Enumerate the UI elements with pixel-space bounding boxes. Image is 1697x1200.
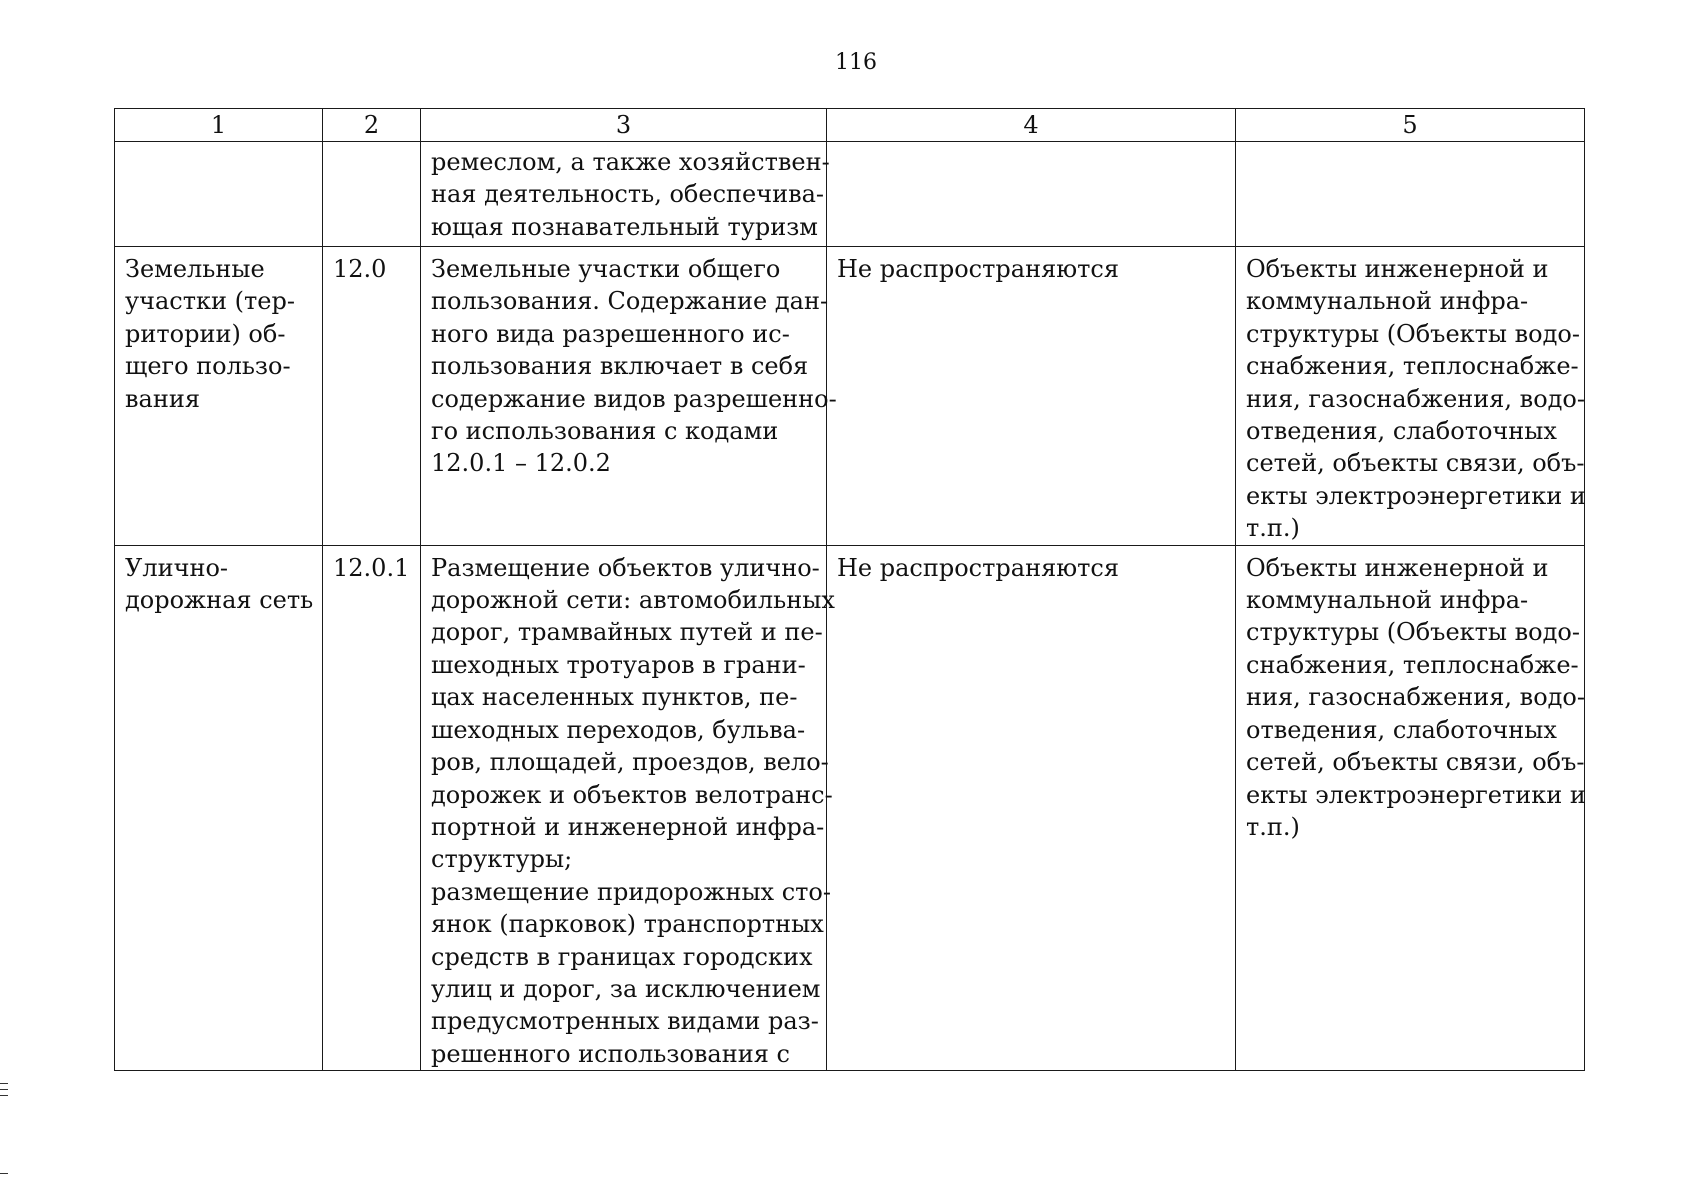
cell-text-line: средств в границах городских	[431, 942, 813, 971]
cell-text-line: дорожная сеть	[125, 586, 314, 615]
cell-text-line: сетей, объекты связи, объ-	[1246, 449, 1585, 478]
cell-text-line: ная деятельность, обеспечива-	[431, 180, 825, 209]
cell-text-line: ритории) об-	[125, 319, 286, 348]
cell-text-line: ров, площадей, проездов, вело-	[431, 748, 829, 777]
table-cell-restrictions	[827, 545, 1236, 1071]
cell-text-line: Улично-	[125, 553, 229, 582]
cell-text-line: отведения, слаботочных	[1246, 715, 1557, 744]
cell-text-line: щего пользо-	[125, 352, 291, 381]
cell-text-line: т.п.)	[1246, 514, 1300, 543]
cell-text-line: пользования включает в себя	[431, 352, 809, 381]
cell-text-line: решенного использования с	[431, 1039, 790, 1068]
cell-text-line: размещение придорожных сто-	[431, 877, 831, 906]
cell-text-line: дорожной сети: автомобильных	[431, 586, 835, 615]
cell-text-line: Объекты инженерной и	[1246, 553, 1549, 582]
cell-text-line: Земельные участки общего	[431, 255, 781, 283]
table-cell-description	[421, 142, 830, 247]
cell-text-line: улиц и дорог, за исключением	[431, 974, 821, 1003]
margin-mark	[0, 1173, 8, 1174]
column-header: 5	[1236, 109, 1585, 142]
cell-text-line: ремеслом, а также хозяйствен-	[431, 148, 830, 176]
cell-text-line: янок (парковок) транспортных	[431, 910, 824, 939]
cell-text-line: ного вида разрешенного ис-	[431, 319, 790, 348]
table-cell-description	[421, 247, 837, 546]
table-cell-code	[323, 545, 421, 1071]
table-cell-code	[323, 247, 421, 546]
table-header-row	[115, 109, 1585, 142]
table-cell-code	[323, 142, 421, 247]
cell-text-line: шеходных переходов, бульва-	[431, 715, 806, 744]
cell-text-line: ния, газоснабжения, водо-	[1246, 683, 1585, 712]
cell-text-line: сетей, объекты связи, объ-	[1246, 748, 1585, 777]
margin-mark	[0, 1089, 8, 1090]
table-row	[115, 545, 1585, 1071]
column-header: 1	[115, 109, 323, 142]
cell-text-line: ющая познавательный туризм	[431, 212, 818, 241]
table-cell-name	[115, 247, 323, 546]
cell-text-line: 12.0	[333, 255, 387, 283]
cell-text-line: шеходных тротуаров в грани-	[431, 650, 806, 679]
table-row	[115, 142, 1585, 247]
cell-text-line: цах населенных пунктов, пе-	[431, 683, 798, 712]
margin-mark	[0, 1095, 8, 1096]
cell-text-line: предусмотренных видами раз-	[431, 1007, 819, 1036]
cell-text-line: екты электроэнергетики и	[1246, 780, 1586, 809]
cell-text-line: коммунальной инфра-	[1246, 287, 1529, 316]
cell-text-line: дорог, трамвайных путей и пе-	[431, 618, 823, 647]
cell-text-line: го использования с кодами	[431, 417, 779, 446]
cell-text-line: дорожек и объектов велотранс-	[431, 780, 833, 809]
cell-text-line: снабжения, теплоснабже-	[1246, 650, 1579, 679]
cell-text-line: Объекты инженерной и	[1246, 255, 1549, 283]
table-cell-description	[421, 545, 835, 1071]
cell-text-line: Земельные	[125, 255, 265, 283]
cell-text-line: екты электроэнергетики и	[1246, 481, 1586, 510]
table-cell-name	[115, 545, 323, 1071]
cell-text-line: содержание видов разрешенно-	[431, 384, 837, 413]
cell-text-line: Размещение объектов улично-	[431, 553, 820, 582]
cell-text-line: структуры;	[431, 845, 573, 874]
column-header: 2	[323, 109, 421, 142]
cell-text-line: пользования. Содержание дан-	[431, 287, 829, 316]
cell-text-line: структуры (Объекты водо-	[1246, 618, 1580, 647]
table-cell-objects	[1236, 545, 1585, 1071]
cell-text-line: ния, газоснабжения, водо-	[1246, 384, 1585, 413]
cell-text-line: портной и инженерной инфра-	[431, 812, 825, 841]
table-row	[115, 247, 1585, 546]
cell-text-line: 12.0.1 – 12.0.2	[431, 449, 611, 478]
cell-text-line: 12.0.1	[333, 553, 410, 582]
cell-text-line: коммунальной инфра-	[1246, 586, 1529, 615]
table-cell-restrictions	[827, 142, 1236, 247]
cell-text-line: вания	[125, 384, 200, 413]
cell-text-line: Не распространяются	[837, 553, 1119, 582]
column-header: 3	[421, 109, 827, 142]
table-cell-objects	[1236, 247, 1585, 546]
cell-text-line: участки (тер-	[125, 287, 295, 316]
cell-text-line: структуры (Объекты водо-	[1246, 319, 1580, 348]
cell-text-line: отведения, слаботочных	[1246, 417, 1557, 446]
cell-text-line: Не распространяются	[837, 255, 1119, 283]
margin-mark	[0, 1083, 8, 1084]
land-use-table	[114, 108, 1585, 1071]
column-header: 4	[827, 109, 1236, 142]
table-cell-objects	[1236, 142, 1585, 247]
table-cell-restrictions	[827, 247, 1236, 546]
page-number: 116	[835, 50, 877, 75]
cell-text-line: снабжения, теплоснабже-	[1246, 352, 1579, 381]
table-cell-name	[115, 142, 323, 247]
cell-text-line: т.п.)	[1246, 812, 1300, 841]
